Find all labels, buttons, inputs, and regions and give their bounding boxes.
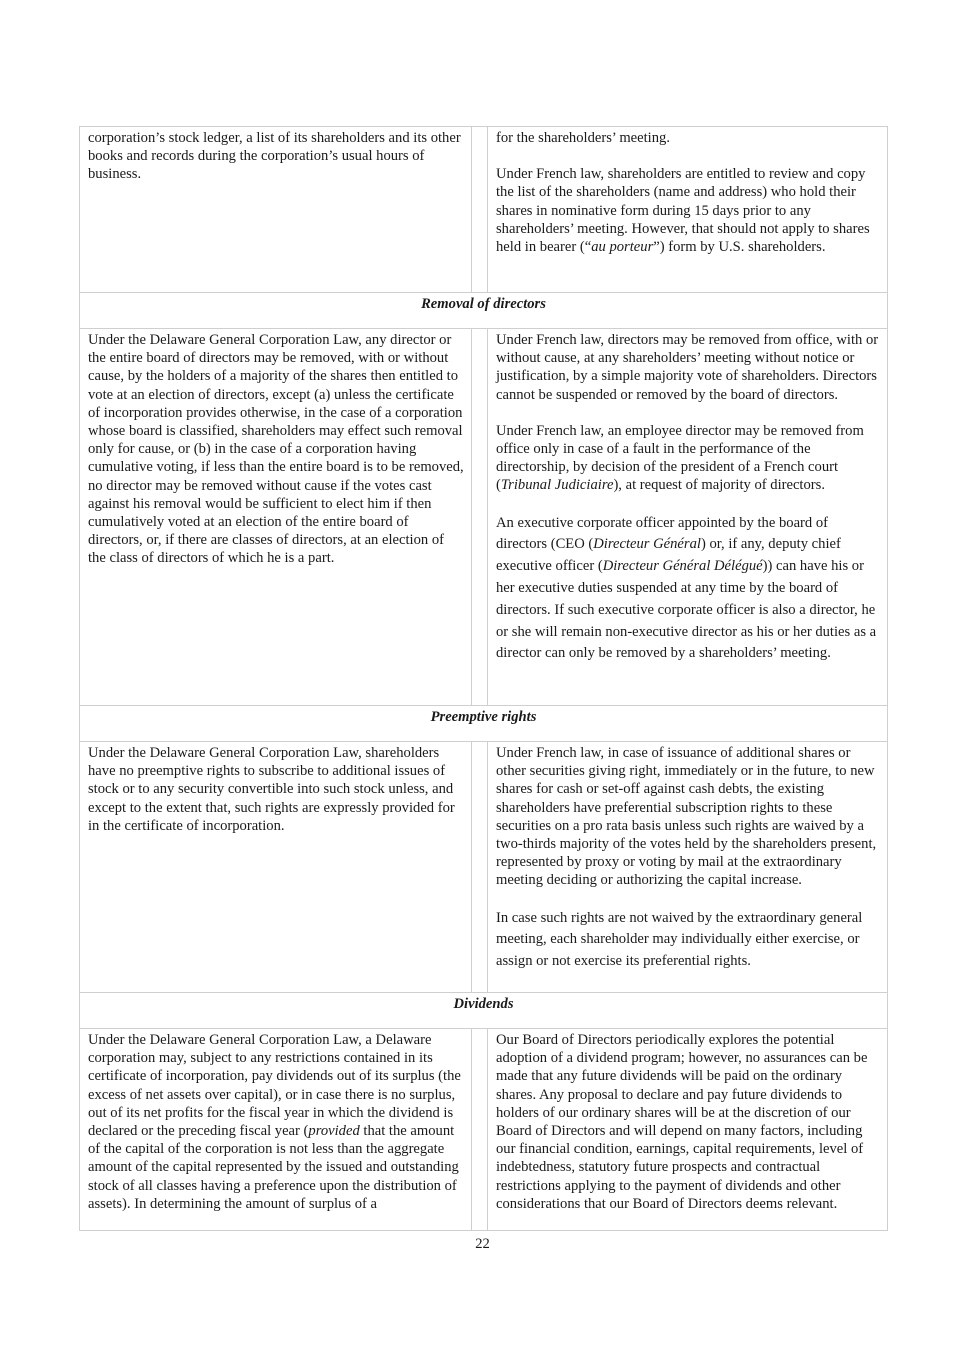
french-text-2: Under French law, an employee director may be removed from office only in case of a fault in the performance of the directorship, by decision of the president of a French court (Tribunal Judiciaire), at request of majority of directors. [496, 422, 864, 494]
delaware-text: corporation’s stock ledger, a list of its shareholders and its other books and records during the corporation’s usual hours of business. [88, 130, 461, 183]
comparison-table [79, 126, 888, 1231]
delaware-text: Under the Delaware General Corporation Law, any director or the entire board of directors may be removed, with or without cause, by the holders of a majority of the shares then entitled to vote at an election of directors, except (a) unless the certificate of incorporation provides otherwise, in the case of a corporation whose board is classified, shareholders may effect such removal only for cause, or (b) in the case of a corporation having cumulative voting, if less than the entire board is to be removed, no director may be removed without cause if the votes cast against his removal would be sufficient to elect him if then cumulatively voted at an election of the entire board of directors, or, if there are classes of directors, at an election of the class of directors of which he is a part. [88, 332, 464, 567]
french-text-3: An executive corporate officer appointed by the board of directors (CEO (Directeur Général) or, if any, deputy chief executive officer (Directeur Général Délégué)) can have his or her executive duties suspended at any time by the board of directors. If such executive corporate officer is also a director, he or she will remain non-executive director as his or her duties as a director can only be removed by a shareholders’ meeting. [496, 514, 877, 662]
french-cell [488, 127, 887, 292]
delaware-cell [80, 742, 471, 992]
french-text-1: Under French law, directors may be removed from office, with or without cause, at any shareholders’ meeting without notice or justification, by a simple majority vote of shareholders. Directors cannot be suspended or removed by the board of directors. [496, 332, 879, 403]
french-cell [488, 742, 887, 992]
french-cell [488, 329, 887, 705]
section-heading-removal: Removal of directors [80, 292, 887, 328]
french-text: Our Board of Directors periodically explores the potential adoption of a dividend program; however, no assurances can be made that any future dividends will be paid on the ordinary shares. Any proposal to declare and pay future dividends to holders of our ordinary shares will be at the discretion of our Board of Directors and will depend on many factors, including our financial condition, earnings, capital requirements, level of indebtedness, statutory future prospects and contractual restrictions applying to the payment of dividends and other considerations that our Board of Directors deems relevant. [496, 1032, 868, 1212]
delaware-cell [80, 127, 471, 292]
section-heading-preemptive: Preemptive rights [80, 705, 887, 741]
column-gap [471, 127, 488, 292]
delaware-cell [80, 329, 471, 705]
column-gap [471, 1029, 488, 1230]
row-shareholder-records [80, 127, 887, 292]
french-text-2: Under French law, shareholders are entitled to review and copy the list of the shareholders (name and address) who hold their shares in nominative form during 15 days prior to any shareholders’ meeting. However, that should not apply to shares held in bearer (“au porteur”) form by U.S. shareholders. [496, 166, 870, 256]
row-dividends [80, 1028, 887, 1230]
delaware-text: Under the Delaware General Corporation Law, a Delaware corporation may, subject to any restrictions contained in its certificate of incorporation, pay dividends out of its surplus (the excess of net assets over capital), or in case there is no surplus, out of its net profits for the fiscal year in which the dividend is declared or the preceding fiscal year (provided that the amount of the capital of the corporation is not less than the aggregate amount of the capital represented by the issued and outstanding stock of all classes having a preference upon the distribution of assets). In determining the amount of surplus of a [88, 1032, 461, 1212]
french-text-1: Under French law, in case of issuance of additional shares or other securities giving right, immediately or in the future, to new shares for cash or set-off against cash debts, the existing shareholders have preferential subscription rights to these securities on a pro rata basis unless such rights are waived by a two-thirds majority of the votes held by the shareholders present, represented by proxy or voting by mail at the extraordinary meeting deciding or authorizing the capital increase. [496, 745, 877, 889]
delaware-text: Under the Delaware General Corporation Law, shareholders have no preemptive rights to subscribe to additional issues of stock or to any security convertible into such stock unless, and except to the extent that, such rights are expressly provided for in the certificate of incorporation. [88, 745, 455, 834]
french-text-2: In case such rights are not waived by the extraordinary general meeting, each shareholder may individually either exercise, or assign or not exercise its preferential rights. [496, 909, 863, 970]
row-preemptive [80, 741, 887, 992]
delaware-cell [80, 1029, 471, 1230]
page-number: 22 [475, 1236, 490, 1252]
column-gap [471, 742, 488, 992]
french-text-1: for the shareholders’ meeting. [496, 130, 670, 146]
column-gap [471, 329, 488, 705]
section-heading-dividends: Dividends [80, 992, 887, 1028]
row-removal [80, 328, 887, 705]
french-cell [488, 1029, 887, 1230]
